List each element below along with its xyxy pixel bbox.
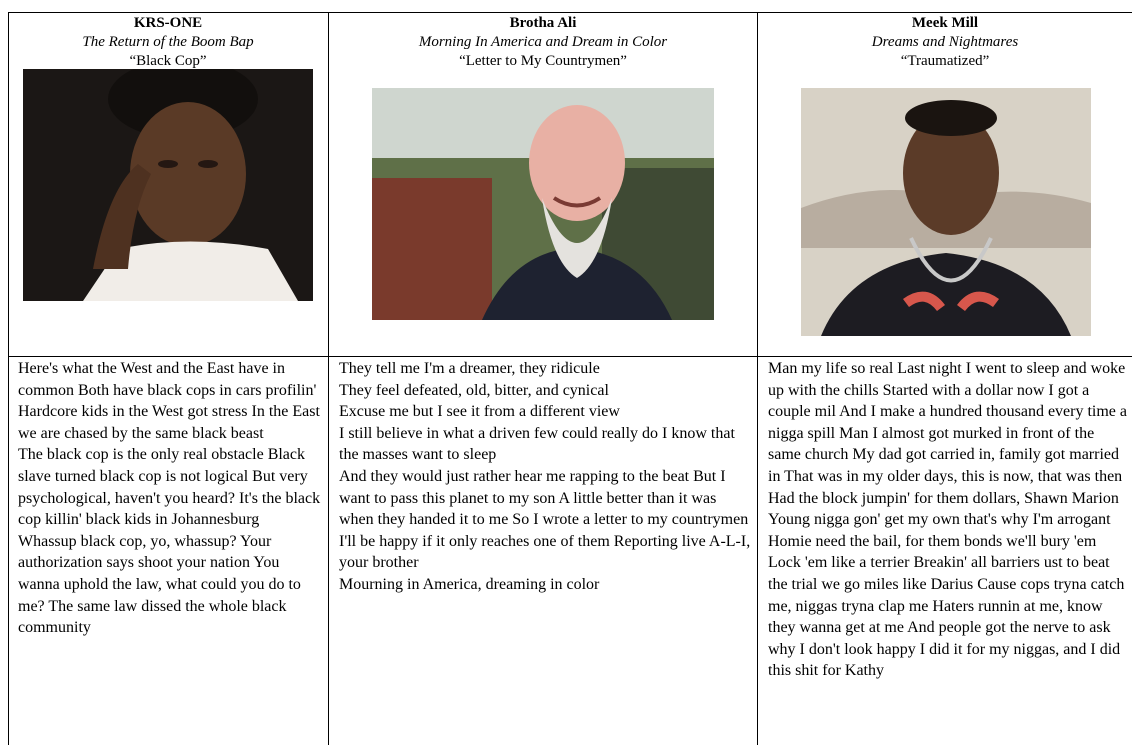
column-meek-mill [758, 12, 1132, 745]
portrait-krs-one-icon [23, 69, 313, 301]
lyric-verse: Homie need the bail, for them bonds we'll bury 'em Lock 'em like a terrier Breakin' all barriers ust to beat the trial we go miles like Darius Cause cops tryna catch me, niggas tryna clap me Haters runnin at me, know they wanna get at me And people got the nerve to ask why I don't look happy I did it for my niggas, and I did this shit for Kathy [768, 532, 1125, 680]
lyric-verse: Mourning in America, dreaming in color [339, 575, 600, 593]
lyric-verse: Whassup black cop, yo, whassup? Your authorization says shoot your nation You wanna uphold the law, what could you do to me? The same law dissed the whole black community [18, 532, 301, 637]
column-header [8, 14, 328, 71]
lyrics-block [768, 358, 1128, 682]
portrait-brother-ali-icon [372, 88, 714, 320]
column-header [758, 14, 1132, 71]
lyric-verse: They feel defeated, old, bitter, and cynical [339, 381, 609, 399]
lyric-verse: I still believe in what a driven few could really do I know that the masses want to sleep [339, 424, 735, 464]
artist-photo [372, 88, 714, 320]
lyrics-block [18, 358, 323, 639]
lyric-verse: Excuse me but I see it from a different view [339, 403, 620, 421]
song-title: “Black Cop” [129, 53, 207, 69]
artist-name: Meek Mill [911, 15, 979, 31]
column-brotha-ali [329, 12, 757, 745]
artist-photo [801, 88, 1091, 336]
lyric-verse: And they would just rather hear me rapping to the beat But I want to pass this planet to my son A little better than it was when they handed it to me So I wrote a letter to my countrymen I'll be happy if it only reaches one of them Reporting live A-L-I, your brother [339, 467, 751, 572]
song-title: “Letter to My Countrymen” [459, 53, 627, 69]
song-title: “Traumatized” [900, 53, 990, 69]
lyric-verse: The black cop is the only real obstacle Black slave turned black cop is not logical But very psychological, haven't you heard? It's the black cop killin' black kids in Johannesburg [18, 446, 321, 529]
column-header [329, 14, 757, 71]
album-title: Dreams and Nightmares [871, 34, 1019, 50]
column-krs-one [8, 12, 328, 745]
lyric-verse: Man my life so real Last night I went to sleep and woke up with the chills Started with a dollar now I got a couple mil And I make a hundred thousand every time a nigga spill Man I almost got murked in front of the same church My dad got carried in, family got married in That was in my older days, this is now, that was then Had the block jumpin' for them dollars, Shawn Marion Young nigga gon' get my own that's why I'm arrogant [768, 360, 1128, 529]
album-title: The Return of the Boom Bap [82, 34, 254, 50]
artist-name: KRS-ONE [133, 15, 203, 31]
artist-name: Brotha Ali [509, 15, 577, 31]
lyrics-comparison-table [8, 12, 1132, 745]
album-title: Morning In America and Dream in Color [418, 34, 668, 50]
lyrics-block [339, 358, 751, 596]
lyric-verse: Here's what the West and the East have in common Both have black cops in cars profilin' Hardcore kids in the West got stress In the East we are chased by the same black beast [18, 360, 320, 442]
portrait-meek-mill-icon [801, 88, 1091, 336]
artist-photo [23, 69, 313, 301]
lyric-verse: They tell me I'm a dreamer, they ridicule [339, 360, 600, 377]
